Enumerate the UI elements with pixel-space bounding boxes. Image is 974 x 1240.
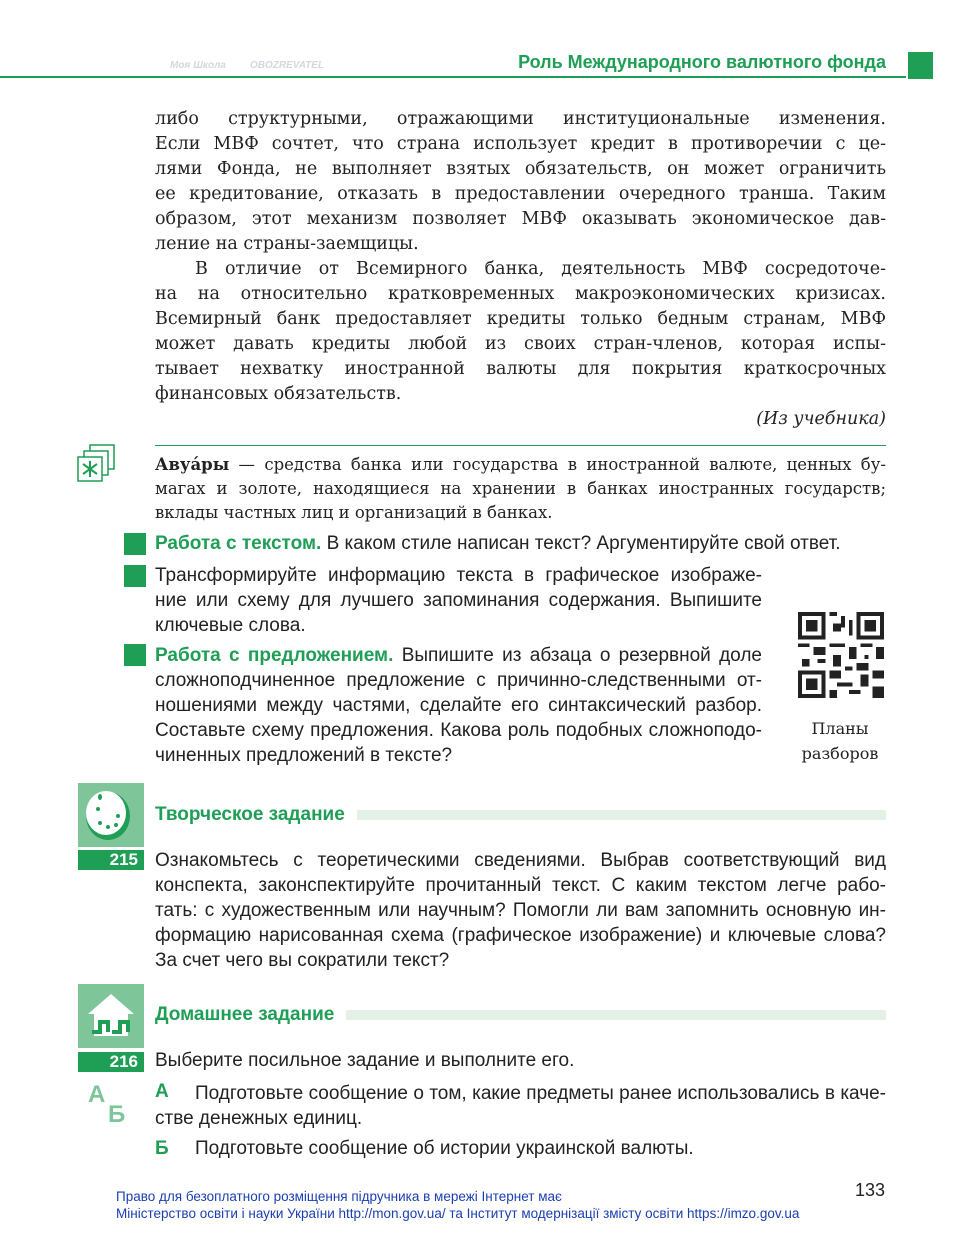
running-header: Роль Международного валютного фонда — [0, 52, 906, 78]
heading-bar — [357, 810, 886, 820]
text-line: либо структурными, отражающими институциональные изменения. — [155, 109, 886, 129]
text-line: Всемирный банк предоставляет кредиты только бедным странам, МВФ — [155, 309, 886, 329]
svg-text:А: А — [88, 1081, 106, 1108]
text-line: ношениями между частями, сделайте его синтаксический разбор. — [155, 695, 762, 716]
text-line: чиненных предложений в тексте? — [155, 745, 453, 766]
glossary-icon — [76, 443, 118, 485]
text-line: В отличие от Всемирного банка, деятельность МВФ сосредоточе- — [195, 259, 886, 279]
task-transform — [155, 563, 762, 638]
text-line: Если МВФ сочтет, что страна использует кредит в противоречии с це- — [155, 134, 886, 154]
text-line: образом, этот механизм позволяет МВФ оказывать экономическое дав- — [155, 209, 886, 229]
text-line: сложноподчиненное предложение с причинно-следственными от- — [155, 670, 762, 691]
text-line: — средства банка или государства в иностранной валюте, ценных бу- — [229, 455, 886, 474]
task-marker — [124, 644, 146, 666]
watermark: OBOZREVATEL — [250, 60, 325, 71]
text-line: За счет чего вы сократили текст? — [155, 950, 450, 971]
body-text — [155, 107, 886, 432]
homework-intro: Выберите посильное задание и выполните его. — [155, 1050, 575, 1071]
text-line: Выпишите из абзаца о резервной доле — [393, 645, 762, 666]
source-citation: (Из учебника) — [756, 409, 886, 429]
task-text-work — [155, 531, 886, 556]
task-text: В каком стиле написан текст? Аргументируйте свой ответ. — [321, 533, 841, 554]
text-line: ее кредитование, отказать в предоставлении очередного транша. Таким — [155, 184, 886, 204]
glossary-entry — [155, 453, 886, 525]
text-line: Ознакомьтесь с теоретическими сведениями. Выбрав соответствующий вид — [155, 850, 886, 871]
qr-caption: Планы разборов — [801, 719, 879, 763]
task-label: Работа с текстом. — [155, 533, 322, 554]
text-line: стве денежных единиц. — [155, 1108, 363, 1129]
qr-code[interactable] — [797, 612, 885, 698]
homework-option-a: А Подготовьте сообщение о том, какие предметы ранее использовались в каче- стве денежных единиц. — [155, 1081, 886, 1129]
ab-choice-icon — [86, 1078, 136, 1126]
text-line: Трансформируйте информацию текста в графическое изображе- — [155, 565, 762, 586]
task-number-216: 216 — [78, 1052, 144, 1072]
creative-task-text — [155, 848, 886, 973]
task-label: Работа с предложением. — [155, 645, 394, 666]
text-line: формацию нарисованная схема (графическое изображение) и ключевые слова? — [155, 925, 886, 946]
page-number: 133 — [855, 1180, 886, 1200]
text-line: Подготовьте сообщение о том, какие предметы ранее использовались в каче- — [195, 1083, 886, 1104]
task-marker — [124, 533, 146, 555]
heading-bar — [346, 1010, 886, 1020]
text-line: тать: с художественным или научным? Помогли ли вам запомнить основную ин- — [155, 900, 886, 921]
text-line: Составьте схему предложения. Какова роль подобных сложноподо- — [155, 720, 762, 741]
palette-icon — [78, 783, 144, 847]
homework-heading: Домашнее задание — [155, 1004, 886, 1026]
text-line: лями Фонда, не выполняет взятых обязательств, он может ограничить — [155, 159, 886, 179]
text-line: ление на страны-заемщицы. — [155, 234, 419, 254]
task-sentence — [155, 643, 762, 768]
text-line: может давать кредиты любой из своих стран-членов, которая испы- — [155, 334, 886, 354]
svg-text:Б: Б — [108, 1101, 126, 1126]
divider — [155, 445, 886, 446]
task-number-215: 215 — [78, 850, 144, 870]
header-block — [908, 52, 933, 79]
glossary-term: Авуáры — [155, 455, 230, 474]
text-line: магах и золоте, находящиеся на хранении в банках иностранных государств; — [155, 479, 886, 498]
text-line: тывает нехватку иностранной валюты для покрытия краткосрочных — [155, 359, 886, 379]
creative-task-heading: Творческое задание — [155, 804, 886, 826]
text-line: конспекта, законспектируйте прочитанный текст. С каким текстом легче рабо- — [155, 875, 886, 896]
footer-notice: Право для безоплатного розміщення підручника в мережі Інтернет має Міністерство освіти і науки України http://mon.gov.ua/ та Інститут модернізації змісту освіти https://imzo.gov.ua — [116, 1189, 800, 1221]
text-line: ние или схему для лучшего запоминания содержания. Выпишите — [155, 590, 762, 611]
home-icon — [78, 984, 144, 1048]
text-line: на на относительно кратковременных макроэкономических кризисах. — [155, 284, 886, 304]
text-line: вклады частных лиц и организаций в банках. — [155, 503, 553, 522]
text-line: ключевые слова. — [155, 615, 306, 636]
homework-option-b: Б Подготовьте сообщение об истории украинской валюты. — [155, 1138, 694, 1159]
text-line: финансовых обязательств. — [155, 384, 402, 404]
watermark: Моя Школа — [170, 60, 226, 71]
task-marker — [124, 565, 146, 587]
